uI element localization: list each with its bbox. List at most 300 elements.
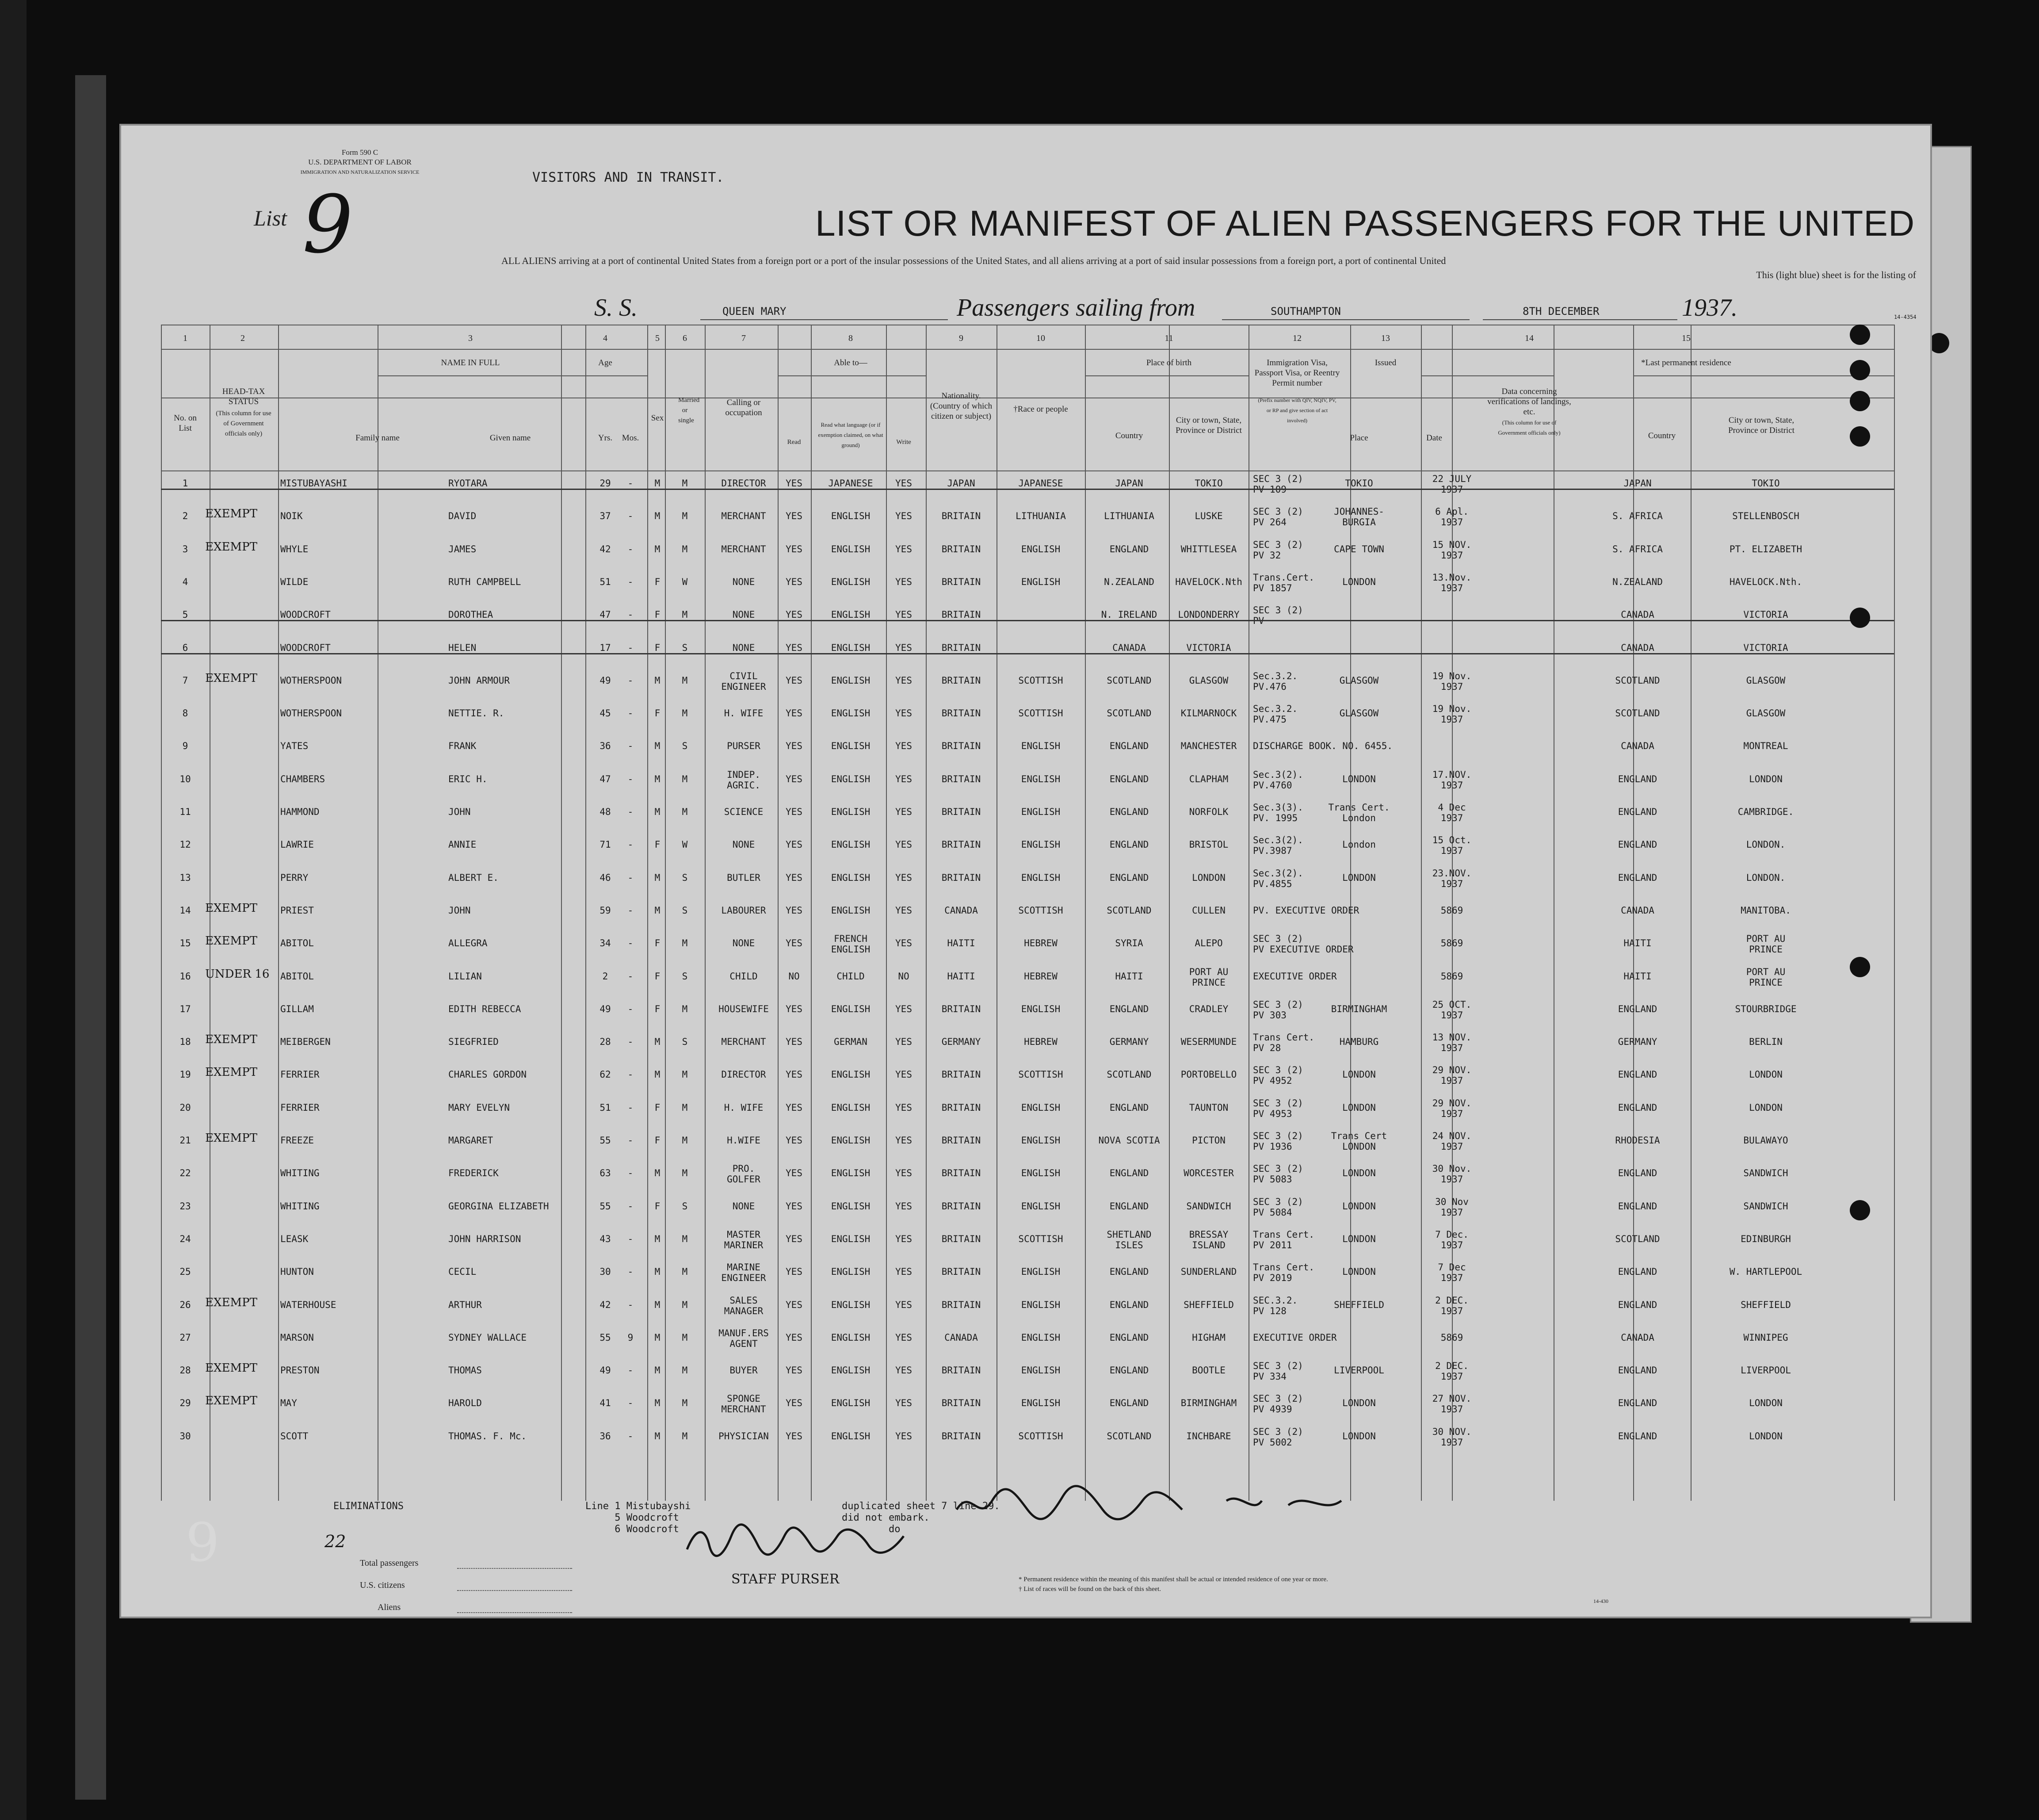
issued-place: LONDON <box>1342 1201 1376 1212</box>
punch-hole <box>1850 325 1870 345</box>
sex: M <box>654 741 661 752</box>
subheader-rule <box>1085 375 1249 376</box>
race: JAPANESE <box>1018 478 1063 489</box>
read-language: ENGLISH <box>831 642 871 653</box>
visa-number: SEC 3 (2) PV 4952 <box>1253 1065 1303 1086</box>
race: ENGLISH <box>1021 872 1061 883</box>
occupation: CIVIL ENGINEER <box>721 670 766 692</box>
residence-country: CANADA <box>1621 642 1654 653</box>
issued-date: 13 NOV. 1937 <box>1432 1032 1472 1054</box>
visa-number: Sec.3.2. PV.476 <box>1253 670 1298 692</box>
occupation: SCIENCE <box>724 807 764 817</box>
issued-place: BIRMINGHAM <box>1331 1003 1387 1014</box>
read-language: ENGLISH <box>831 1299 871 1310</box>
age-years: 46 <box>599 872 611 883</box>
birth-country: ENGLAND <box>1109 1299 1149 1310</box>
citizens-underline <box>457 1590 572 1591</box>
header-given-name: Given name <box>489 433 531 443</box>
occupation: NONE <box>732 609 755 620</box>
margin-number: 9 <box>186 1512 220 1574</box>
can-write: YES <box>895 511 912 522</box>
birth-country: ENGLAND <box>1109 872 1149 883</box>
sex: M <box>654 905 661 916</box>
marital-status: S <box>682 872 688 883</box>
age-months: - <box>627 1069 634 1080</box>
nationality: BRITAIN <box>941 576 981 587</box>
can-read: YES <box>786 905 802 916</box>
read-language: CHILD <box>836 971 865 982</box>
ship-underline <box>700 319 948 320</box>
residence-city: LONDON <box>1749 1398 1783 1409</box>
can-write: YES <box>895 938 912 949</box>
occupation: NONE <box>732 839 755 850</box>
visa-number: SEC 3 (2) PV 264 <box>1253 506 1303 528</box>
birth-country: SCOTLAND <box>1107 1069 1152 1080</box>
visa-number: SEC 3 (2) PV 1936 <box>1253 1131 1303 1152</box>
visa-number: SEC 3 (2) PV 4939 <box>1253 1393 1303 1415</box>
table-row <box>161 1327 1894 1360</box>
marital-status: M <box>682 773 688 784</box>
column-number: 2 <box>241 333 245 343</box>
race: ENGLISH <box>1021 1299 1061 1310</box>
age-years: 2 <box>602 971 608 982</box>
sex: M <box>654 1398 661 1409</box>
table-row <box>161 966 1894 998</box>
age-months: - <box>627 1266 634 1277</box>
occupation: NONE <box>732 576 755 587</box>
read-language: ENGLISH <box>831 1003 871 1014</box>
can-write: YES <box>895 543 912 554</box>
can-read: YES <box>786 576 802 587</box>
residence-city: WINNIPEG <box>1743 1332 1788 1343</box>
eliminations-label: ELIMINATIONS <box>333 1501 404 1512</box>
header-able-to: Able to— <box>834 358 867 367</box>
given-name: ERIC H. <box>448 773 488 784</box>
column-number: 5 <box>655 333 660 343</box>
family-name: MISTUBAYASHI <box>280 478 347 489</box>
residence-country: SCOTLAND <box>1615 708 1660 719</box>
given-name: RUTH CAMPBELL <box>448 576 521 587</box>
occupation: HOUSEWIFE <box>718 1003 769 1014</box>
table-row <box>161 670 1894 703</box>
residence-city: BULAWAYO <box>1743 1135 1788 1146</box>
total-passengers-label: Total passengers <box>360 1558 419 1568</box>
can-read: YES <box>786 872 802 883</box>
header-visa: Immigration Visa, Passport Visa, or Reentry Permit number <box>1254 358 1340 388</box>
family-name: HAMMOND <box>280 807 320 817</box>
occupation: MASTER MARINER <box>724 1229 764 1250</box>
sex: M <box>654 1168 661 1179</box>
birth-city: PORT AU PRINCE <box>1189 966 1229 988</box>
form-code-bottom: 14-430 <box>1593 1598 1608 1604</box>
birth-city: BOOTLE <box>1192 1365 1226 1376</box>
residence-country: HAITI <box>1623 971 1652 982</box>
table-row <box>161 933 1894 965</box>
row-number: 1 <box>182 478 188 489</box>
visa-number: SEC 3 (2) PV 5083 <box>1253 1163 1303 1185</box>
head-tax-status: EXEMPT <box>205 1033 257 1047</box>
can-write: YES <box>895 1036 912 1048</box>
can-write: YES <box>895 1398 912 1409</box>
visitors-label: VISITORS AND IN TRANSIT. <box>532 170 724 185</box>
header-age: Age <box>598 358 612 367</box>
sailing-line <box>594 294 1932 325</box>
issued-date: 29 NOV. 1937 <box>1432 1097 1472 1119</box>
marital-status: W <box>682 839 688 850</box>
row-number: 26 <box>179 1299 191 1310</box>
occupation: PHYSICIAN <box>718 1430 769 1441</box>
page-title: LIST OR MANIFEST OF ALIEN PASSENGERS FOR THE UNITED <box>815 203 1915 244</box>
marital-status: S <box>682 1036 688 1048</box>
can-read: YES <box>786 1430 802 1441</box>
sailing-year: 1937. <box>1682 294 1737 321</box>
age-years: 30 <box>599 1266 611 1277</box>
birth-city: BIRMINGHAM <box>1180 1398 1237 1409</box>
read-language: ENGLISH <box>831 576 871 587</box>
nationality: BRITAIN <box>941 1201 981 1212</box>
can-read: YES <box>786 1299 802 1310</box>
row-number: 6 <box>182 642 188 653</box>
can-read: YES <box>786 1233 802 1244</box>
row-number: 22 <box>179 1168 191 1179</box>
table-row <box>161 1196 1894 1228</box>
residence-country: N.ZEALAND <box>1612 576 1663 587</box>
birth-city: KILMARNOCK <box>1180 708 1237 719</box>
header-rule <box>161 470 1894 471</box>
table-row <box>161 1031 1894 1064</box>
purser-signature <box>683 1518 913 1567</box>
read-language: JAPANESE <box>828 478 873 489</box>
given-name: CECIL <box>448 1266 477 1277</box>
signature-title: STAFF PURSER <box>731 1571 840 1587</box>
port-underline <box>1222 319 1470 320</box>
race: HEBREW <box>1024 938 1058 949</box>
row-number: 19 <box>179 1069 191 1080</box>
age-months: - <box>627 642 634 653</box>
strike-through-line <box>161 653 1894 654</box>
family-name: WATERHOUSE <box>280 1299 336 1310</box>
read-language: ENGLISH <box>831 1430 871 1441</box>
marital-status: M <box>682 1332 688 1343</box>
race: SCOTTISH <box>1018 675 1063 686</box>
header-head-tax-note: (This column for use of Government officials only) <box>216 410 271 437</box>
residence-country: ENGLAND <box>1618 1430 1657 1441</box>
table-row <box>161 637 1894 670</box>
occupation: SALES MANAGER <box>724 1295 764 1316</box>
issued-date: 19 Nov. 1937 <box>1432 704 1472 725</box>
birth-city: NORFOLK <box>1189 807 1229 817</box>
issued-date: 2 DEC. 1937 <box>1435 1361 1469 1382</box>
age-years: 48 <box>599 807 611 817</box>
given-name: GEORGINA ELIZABETH <box>448 1201 549 1212</box>
can-read: YES <box>786 511 802 522</box>
table-row <box>161 473 1894 505</box>
occupation: DIRECTOR <box>721 1069 766 1080</box>
eliminations-note: duplicated sheet 7 line 29. did not embark. do <box>842 1501 1000 1535</box>
row-number: 10 <box>179 773 191 784</box>
header-married: Married or single <box>678 397 700 424</box>
race: SCOTTISH <box>1018 905 1063 916</box>
department-name: U.S. DEPARTMENT OF LABOR <box>308 158 412 166</box>
column-rule <box>1894 325 1895 1501</box>
can-write: YES <box>895 1102 912 1113</box>
given-name: ALLEGRA <box>448 938 488 949</box>
birth-city: ALEPO <box>1195 938 1223 949</box>
header-mos: Mos. <box>622 433 639 443</box>
birth-city: LUSKE <box>1195 511 1223 522</box>
read-language: ENGLISH <box>831 708 871 719</box>
birth-city: GLASGOW <box>1189 675 1229 686</box>
race: ENGLISH <box>1021 1201 1061 1212</box>
age-months: - <box>627 807 634 817</box>
table-row <box>161 1097 1894 1130</box>
issued-place: LONDON <box>1342 1430 1376 1441</box>
issued-date: 22 JULY 1937 <box>1432 474 1472 495</box>
race: HEBREW <box>1024 971 1058 982</box>
marital-status: M <box>682 511 688 522</box>
row-number: 15 <box>179 938 191 949</box>
birth-city: CRADLEY <box>1189 1003 1229 1014</box>
sex: F <box>654 971 661 982</box>
can-write: YES <box>895 1201 912 1212</box>
given-name: FRANK <box>448 741 477 752</box>
issued-place: LONDON <box>1342 576 1376 587</box>
family-name: MAY <box>280 1398 297 1409</box>
port-name: SOUTHAMPTON <box>1271 305 1341 317</box>
birth-country: JAPAN <box>1115 478 1143 489</box>
sex: M <box>654 1036 661 1048</box>
residence-city: LONDON. <box>1746 872 1786 883</box>
sex: M <box>654 807 661 817</box>
table-row <box>161 505 1894 538</box>
can-read: YES <box>786 642 802 653</box>
birth-country: ENGLAND <box>1109 1168 1149 1179</box>
sex: M <box>654 1266 661 1277</box>
row-number: 30 <box>179 1430 191 1441</box>
issued-date: 24 NOV. 1937 <box>1432 1131 1472 1152</box>
family-name: WHITING <box>280 1201 320 1212</box>
can-write: YES <box>895 708 912 719</box>
marital-status: S <box>682 1201 688 1212</box>
birth-country: ENGLAND <box>1109 839 1149 850</box>
occupation: BUTLER <box>727 872 760 883</box>
row-number: 9 <box>182 741 188 752</box>
age-months: - <box>627 1430 634 1441</box>
issued-place: LONDON <box>1342 1168 1376 1179</box>
can-write: YES <box>895 1003 912 1014</box>
occupation: MERCHANT <box>721 543 766 554</box>
table-row <box>161 1360 1894 1392</box>
table-row <box>161 571 1894 604</box>
residence-city: GLASGOW <box>1746 675 1786 686</box>
occupation: PRO. GOLFER <box>727 1163 760 1185</box>
issued-date: 2 DEC. 1937 <box>1435 1295 1469 1316</box>
sex: F <box>654 642 661 653</box>
visa-number: SEC.3.2. PV 128 <box>1253 1295 1298 1316</box>
birth-city: BRISTOL <box>1189 839 1229 850</box>
can-write: YES <box>895 741 912 752</box>
can-read: YES <box>786 1365 802 1376</box>
issued-place: CAPE TOWN <box>1334 543 1384 554</box>
issued-place: LONDON <box>1342 1266 1376 1277</box>
age-months: - <box>627 1398 634 1409</box>
aliens-underline <box>457 1612 572 1613</box>
issued-date: 15 Oct. 1937 <box>1432 835 1472 856</box>
officer-signature <box>952 1483 1350 1527</box>
nationality: BRITAIN <box>941 543 981 554</box>
marital-status: M <box>682 1168 688 1179</box>
can-write: YES <box>895 478 912 489</box>
issued-date: 25 OCT. 1937 <box>1432 999 1472 1021</box>
header-place-of-birth: Place of birth <box>1146 358 1192 367</box>
row-number: 4 <box>182 576 188 587</box>
sex: M <box>654 1233 661 1244</box>
can-read: YES <box>786 741 802 752</box>
age-years: 59 <box>599 905 611 916</box>
residence-country: ENGLAND <box>1618 839 1657 850</box>
read-language: ENGLISH <box>831 773 871 784</box>
read-language: ENGLISH <box>831 1398 871 1409</box>
nationality: BRITAIN <box>941 1168 981 1179</box>
residence-country: ENGLAND <box>1618 807 1657 817</box>
family-name: YATES <box>280 741 309 752</box>
residence-city: MANITOBA. <box>1741 905 1791 916</box>
birth-country: ENGLAND <box>1109 543 1149 554</box>
can-write: YES <box>895 807 912 817</box>
given-name: JOHN <box>448 905 471 916</box>
row-number: 8 <box>182 708 188 719</box>
age-years: 47 <box>599 773 611 784</box>
header-race: †Race or people <box>1013 405 1068 414</box>
birth-country: SHETLAND ISLES <box>1107 1229 1152 1250</box>
issued-place: Trans Cert LONDON <box>1331 1131 1387 1152</box>
can-write: YES <box>895 1299 912 1310</box>
residence-city: CAMBRIDGE. <box>1737 807 1794 817</box>
residence-city: VICTORIA <box>1743 609 1788 620</box>
row-number: 29 <box>179 1398 191 1409</box>
column-number: 10 <box>1036 333 1045 343</box>
sex: F <box>654 839 661 850</box>
birth-country: SCOTLAND <box>1107 1430 1152 1441</box>
table-row <box>161 1392 1894 1425</box>
age-months: - <box>627 1365 634 1376</box>
sex: M <box>654 478 661 489</box>
issued-date: 5869 <box>1440 971 1463 982</box>
residence-city: LONDON <box>1749 1102 1783 1113</box>
row-number: 11 <box>179 807 191 817</box>
manifest-table <box>161 325 1894 1501</box>
birth-country: SYRIA <box>1115 938 1143 949</box>
ship-name: QUEEN MARY <box>722 305 787 317</box>
birth-city: HIGHAM <box>1192 1332 1226 1343</box>
birth-city: LONDON <box>1192 872 1226 883</box>
row-number: 27 <box>179 1332 191 1343</box>
race: ENGLISH <box>1021 576 1061 587</box>
nationality: BRITAIN <box>941 1233 981 1244</box>
residence-country: SCOTLAND <box>1615 1233 1660 1244</box>
can-write: YES <box>895 675 912 686</box>
date-underline <box>1483 319 1677 320</box>
age-months: - <box>627 938 634 949</box>
footnote-residence: * Permanent residence within the meaning of this manifest shall be actual or intended residence of one year or more. <box>1019 1576 1328 1583</box>
can-read: YES <box>786 773 802 784</box>
birth-city: WORCESTER <box>1184 1168 1234 1179</box>
read-language: ENGLISH <box>831 905 871 916</box>
header-rule <box>161 349 1894 350</box>
list-label: List <box>254 206 287 230</box>
can-write: YES <box>895 872 912 883</box>
issued-date: 5869 <box>1440 938 1463 949</box>
occupation: NONE <box>732 642 755 653</box>
age-years: 36 <box>599 741 611 752</box>
can-write: YES <box>895 1430 912 1441</box>
given-name: NETTIE. R. <box>448 708 504 719</box>
family-name: WHYLE <box>280 543 309 554</box>
nationality: GERMANY <box>941 1036 981 1048</box>
row-number: 5 <box>182 609 188 620</box>
can-read: YES <box>786 708 802 719</box>
issued-place: HAMBURG <box>1339 1036 1379 1048</box>
birth-country: SCOTLAND <box>1107 708 1152 719</box>
header-visa-note: (Prefix number with QIV, NQIV, PV, or RP and give section of act involved) <box>1258 397 1336 424</box>
visa-number: Trans Cert. PV 28 <box>1253 1032 1315 1054</box>
birth-country: ENGLAND <box>1109 1398 1149 1409</box>
visa-number: SEC 3 (2) PV 5084 <box>1253 1196 1303 1218</box>
head-tax-status: EXEMPT <box>205 1361 257 1375</box>
birth-city: SUNDERLAND <box>1180 1266 1237 1277</box>
read-language: ENGLISH <box>831 1201 871 1212</box>
header-landings: Data concerning verifications of landings, etc. <box>1487 387 1571 417</box>
sex: F <box>654 938 661 949</box>
can-read: YES <box>786 609 802 620</box>
sex: M <box>654 1332 661 1343</box>
age-years: 43 <box>599 1233 611 1244</box>
manifest-sheet <box>119 124 1932 1618</box>
sex: F <box>654 1201 661 1212</box>
issued-place: SHEFFIELD <box>1334 1299 1384 1310</box>
table-row <box>161 735 1894 768</box>
can-write: YES <box>895 609 912 620</box>
age-years: 62 <box>599 1069 611 1080</box>
birth-city: MANCHESTER <box>1180 741 1237 752</box>
table-row <box>161 801 1894 834</box>
can-write: NO <box>898 971 909 982</box>
birth-city: CULLEN <box>1192 905 1226 916</box>
issued-date: 6 Apl. 1937 <box>1435 506 1469 528</box>
read-language: ENGLISH <box>831 1365 871 1376</box>
family-name: WOTHERSPOON <box>280 708 342 719</box>
age-months: - <box>627 905 634 916</box>
header-name-in-full: NAME IN FULL <box>441 358 500 367</box>
header-birth-country: Country <box>1115 431 1143 440</box>
race: ENGLISH <box>1021 1102 1061 1113</box>
issued-place: LONDON <box>1342 1069 1376 1080</box>
given-name: HELEN <box>448 642 477 653</box>
race: SCOTTISH <box>1018 1233 1063 1244</box>
header-issued: Issued <box>1375 358 1397 367</box>
birth-country: N.ZEALAND <box>1104 576 1154 587</box>
residence-city: LONDON <box>1749 1430 1783 1441</box>
residence-country: RHODESIA <box>1615 1135 1660 1146</box>
subheader-rule <box>378 375 561 376</box>
subtitle-line-2: This (light blue) sheet is for the listing of <box>1756 269 1916 280</box>
age-months: - <box>627 511 634 522</box>
residence-country: CANADA <box>1621 609 1654 620</box>
age-months: - <box>627 1102 634 1113</box>
read-language: ENGLISH <box>831 1233 871 1244</box>
family-name: LEASK <box>280 1233 309 1244</box>
visa-number: Sec.3(3). PV. 1995 <box>1253 802 1303 823</box>
